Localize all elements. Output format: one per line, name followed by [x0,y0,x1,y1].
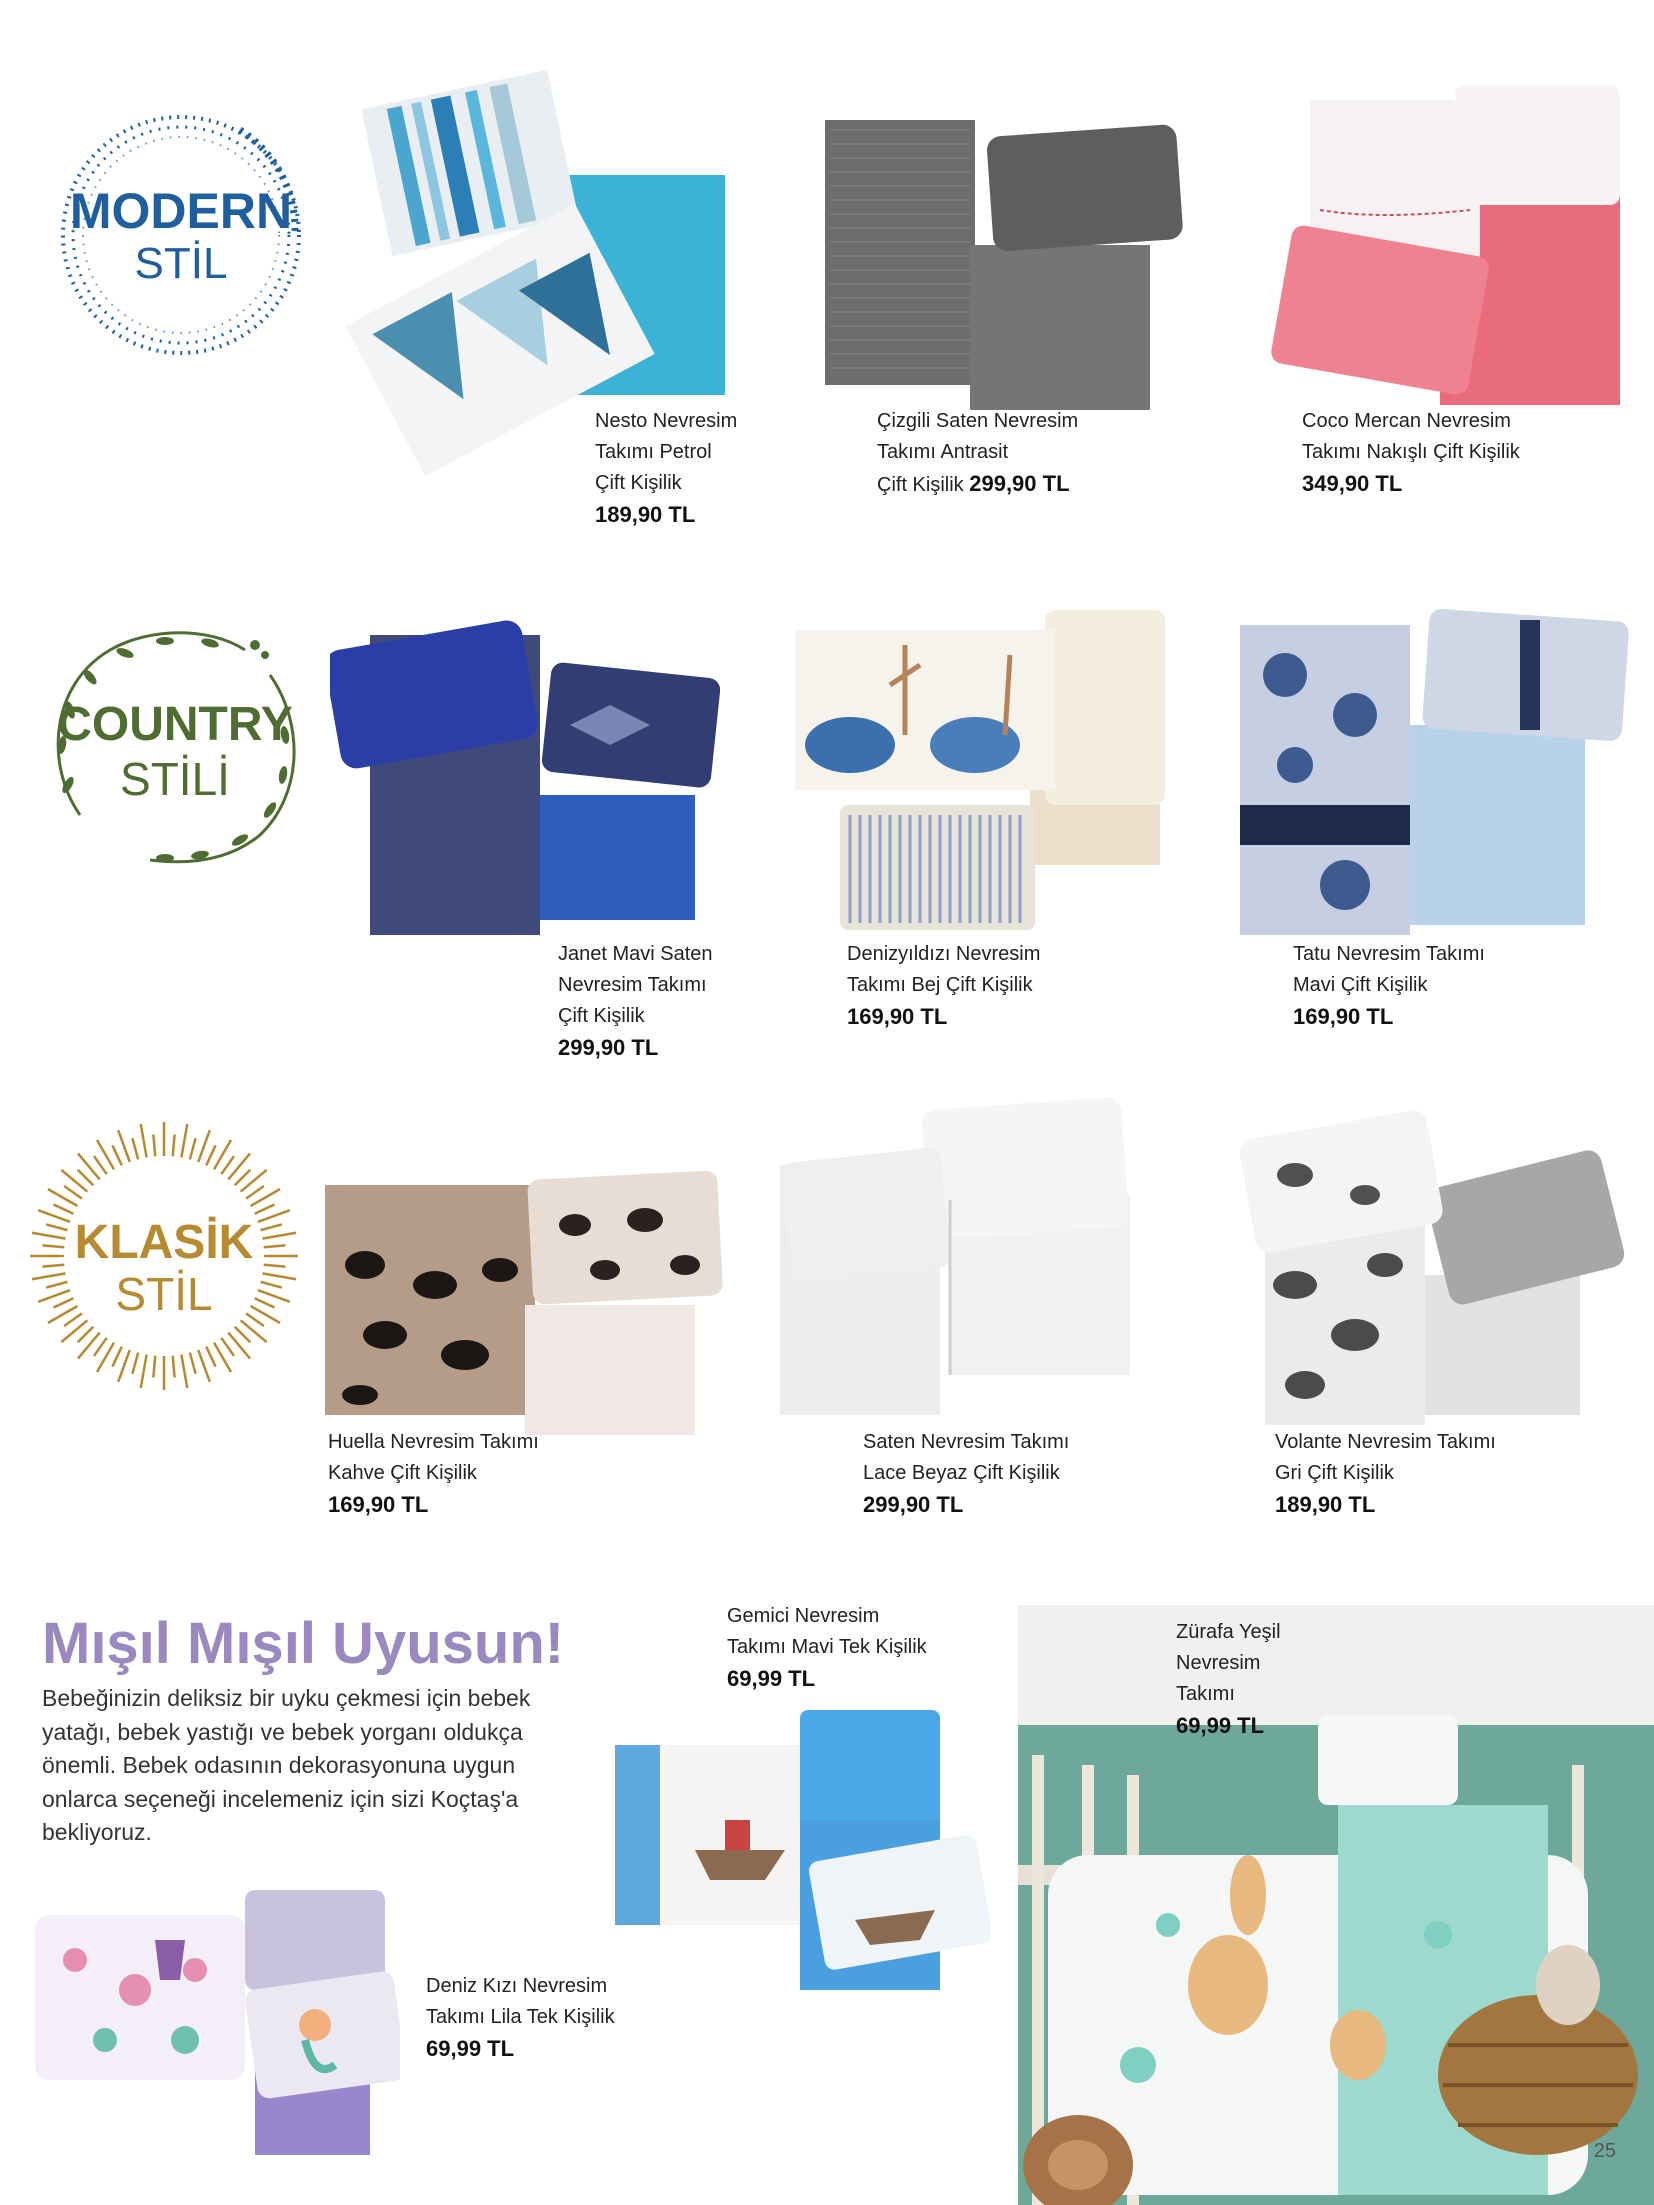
product-price: 169,90 TL [328,1492,429,1517]
deniz-kizi-product-image [35,1890,400,2160]
product-name-line: Takımı Nakışlı Çift Kişilik [1302,441,1520,463]
product-name-line: Takımı [1176,1683,1235,1705]
product-name-line: Çizgili Saten Nevresim [877,410,1079,432]
country-stili-badge [40,615,310,875]
denizyildizi-product-image [795,605,1175,935]
product-caption-deniz-kizi [426,1971,615,2064]
product-name-line: Gemici Nevresim [727,1605,880,1627]
product-name-line: Mavi Çift Kişilik [1293,974,1428,996]
product-name-line: Takımı Bej Çift Kişilik [847,974,1033,996]
product-caption-tatu [1293,939,1485,1032]
tatu-product-image [1235,605,1630,940]
product-price: 189,90 TL [1275,1492,1376,1517]
product-name-line: Çift Kişilik [595,472,682,494]
product-name-line: Lace Beyaz Çift Kişilik [863,1462,1060,1484]
product-name-line: Gri Çift Kişilik [1275,1462,1394,1484]
product-caption-cizgili-saten [877,406,1078,501]
sunburst-icon [28,1120,300,1392]
product-name-line: Janet Mavi Saten [558,943,713,965]
saten-lace-product-image [775,1095,1145,1425]
product-name-line: Zürafa Yeşil [1176,1621,1281,1643]
badge-line2: STİL [115,1268,213,1320]
product-name-line: Huella Nevresim Takımı [328,1431,539,1453]
product-price: 299,90 TL [863,1492,964,1517]
product-name-line: Takımı Antrasit [877,441,1009,463]
product-price: 299,90 TL [969,471,1070,496]
product-price: 169,90 TL [847,1004,948,1029]
badge-line2: STİLİ [120,753,230,805]
promo-title: Mışıl Mışıl Uyusun! [42,1611,565,1676]
leaf-wreath-icon [40,615,310,875]
product-name-line: Volante Nevresim Takımı [1275,1431,1496,1453]
product-price: 169,90 TL [1293,1004,1394,1029]
gemici-product-image [615,1700,990,1995]
product-caption-zurafa [1176,1617,1281,1741]
coco-mercan-product-image [1260,80,1630,410]
promo-text-line: önemli. Bebek odasının dekorasyonuna uygun [42,1752,516,1778]
badge-line1: MODERN [69,183,293,239]
klasik-stil-badge [28,1120,300,1392]
product-name-line: Kahve Çift Kişilik [328,1462,477,1484]
product-price: 69,99 TL [426,2036,515,2061]
volante-product-image [1235,1105,1625,1425]
badge-line1: KLASİK [74,1216,254,1269]
product-name-line: Takımı Lila Tek Kişilik [426,2006,615,2028]
product-caption-saten-lace [863,1427,1069,1520]
product-caption-volante [1275,1427,1496,1520]
promo-text-line: bekliyoruz. [42,1819,152,1845]
promo-text-line: yatağı, bebek yastığı ve bebek yorganı oldukça [42,1718,523,1745]
janet-mavi-product-image [330,615,720,945]
zurafa-product-image [1018,1605,1654,2205]
product-name-line: Nevresim Takımı [558,974,707,996]
promo-text-line: onlarca seçeneği incelemeniz için sizi Koçtaş'a [42,1785,519,1812]
product-name-line: Tatu Nevresim Takımı [1293,943,1485,965]
product-price: 349,90 TL [1302,471,1403,496]
modern-stil-badge [50,110,312,360]
product-name-line: Deniz Kızı Nevresim [426,1975,608,1997]
product-caption-coco-mercan [1302,406,1520,499]
product-caption-nesto [595,406,737,530]
product-price: 189,90 TL [595,502,696,527]
product-name-line: Takımı Mavi Tek Kişilik [727,1636,927,1658]
promo-text-line: Bebeğinizin deliksiz bir uyku çekmesi için bebek [42,1685,531,1711]
promo-text [42,1682,582,1850]
product-name-line: Saten Nevresim Takımı [863,1431,1070,1453]
product-name-line: Nevresim [1176,1652,1261,1674]
cizgili-saten-product-image [820,110,1190,410]
badge-line2: STİL [134,239,228,288]
product-caption-janet [558,939,713,1063]
product-name-line: Coco Mercan Nevresim [1302,410,1511,432]
dotted-circle-icon [50,110,312,360]
product-name-line: Denizyıldızı Nevresim [847,943,1041,965]
product-name-line: Nesto Nevresim [595,410,738,432]
product-caption-gemici [727,1601,927,1694]
product-price: 69,99 TL [1176,1713,1265,1738]
product-name-line: Takımı Petrol [595,441,712,463]
page-number: 25 [1593,2140,1616,2162]
product-caption-denizyildizi [847,939,1040,1032]
product-price: 299,90 TL [558,1035,659,1060]
huella-product-image [325,1165,730,1435]
badge-line1: COUNTRY [57,698,293,751]
product-caption-huella [328,1427,539,1520]
product-name-line: Çift Kişilik [558,1005,645,1027]
product-name-line: Çift Kişilik [877,474,964,496]
product-price: 69,99 TL [727,1666,816,1691]
